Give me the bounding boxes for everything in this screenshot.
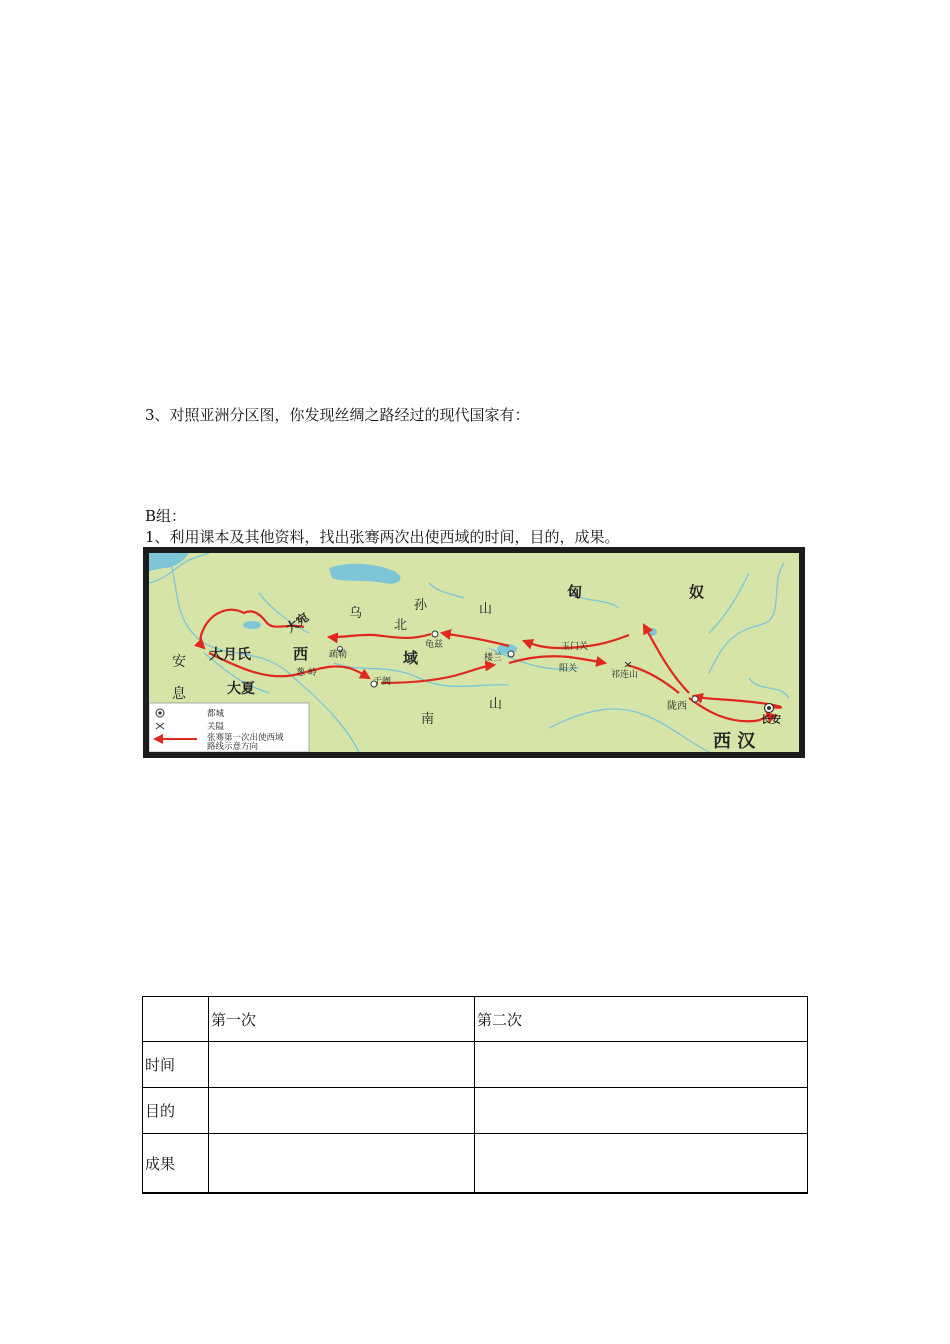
label-yumenguan: 玉门关 [561, 642, 589, 652]
label-xiyu-1: 西 [293, 645, 309, 663]
cell-purpose-second[interactable] [475, 1088, 808, 1134]
label-xiongnu-2: 奴 [689, 583, 705, 601]
legend-route-1: 张骞第一次出使西域 [207, 733, 284, 743]
label-loulan: 楼兰 [484, 653, 503, 663]
label-yutian: 于阗 [373, 677, 392, 687]
cell-time-second[interactable] [475, 1042, 808, 1088]
label-dayuezhi: 大月氏 [209, 647, 251, 663]
label-dayuan: 大宛 [283, 610, 312, 636]
label-tianshan-1: 北 [394, 618, 408, 633]
label-anxi-2: 息 [172, 686, 186, 702]
question-1: 1、利用课本及其他资料，找出张骞两次出使西域的时间，目的，成果。 [145, 528, 620, 546]
row-label-result: 成果 [143, 1134, 209, 1193]
label-shule: 疏勒 [329, 650, 348, 660]
header-cell-empty [143, 997, 209, 1042]
header-cell-first: 第一次 [209, 997, 475, 1042]
answer-table [142, 996, 808, 1194]
label-longxi: 陇西 [667, 701, 687, 712]
legend-capital: 都城 [207, 709, 225, 719]
cell-result-first[interactable] [209, 1134, 475, 1193]
label-changan: 长安 [761, 715, 781, 726]
zhang-qian-route-map [143, 547, 805, 758]
longxi-symbol [692, 696, 698, 702]
cell-result-second[interactable] [475, 1134, 808, 1193]
label-xihan: 西 汉 [713, 731, 756, 752]
label-xiyu-2: 域 [403, 649, 419, 667]
label-xiongnu-1: 匈 [567, 583, 583, 601]
label-wusun-2: 孙 [414, 598, 428, 613]
question-3: 3、对照亚洲分区图，你发现丝绸之路经过的现代国家有： [145, 406, 530, 424]
map-legend [149, 703, 309, 752]
label-qilianshan: 祁连山 [611, 670, 639, 680]
label-wusun-1: 乌 [349, 606, 363, 621]
issyk-lake [243, 621, 261, 629]
header-cell-second: 第二次 [475, 997, 808, 1042]
label-nanshan-2: 山 [489, 697, 503, 712]
table-row-purpose [143, 1088, 808, 1134]
label-nanshan-1: 南 [421, 712, 435, 727]
table-header-row [143, 997, 808, 1042]
label-yangguan: 阳关 [559, 664, 578, 674]
label-qiuci: 龟兹 [425, 640, 444, 650]
label-congling: 葱 岭 [296, 668, 317, 678]
loulan-symbol [508, 651, 514, 657]
label-anxi-1: 安 [172, 654, 186, 670]
changan-symbol-dot [767, 706, 771, 710]
legend-route-2: 路线示意方向 [207, 742, 259, 752]
row-label-purpose: 目的 [143, 1088, 209, 1134]
cell-purpose-first[interactable] [209, 1088, 475, 1134]
label-tianshan-2: 山 [479, 602, 493, 617]
table-row-time [143, 1042, 808, 1088]
group-b-heading: B组： [145, 507, 187, 525]
label-daxia: 大夏 [227, 681, 255, 697]
qiuci-symbol [432, 631, 438, 637]
cell-time-first[interactable] [209, 1042, 475, 1088]
legend-pass: 关隘 [207, 722, 225, 732]
table-row-result [143, 1134, 808, 1193]
row-label-time: 时间 [143, 1042, 209, 1088]
